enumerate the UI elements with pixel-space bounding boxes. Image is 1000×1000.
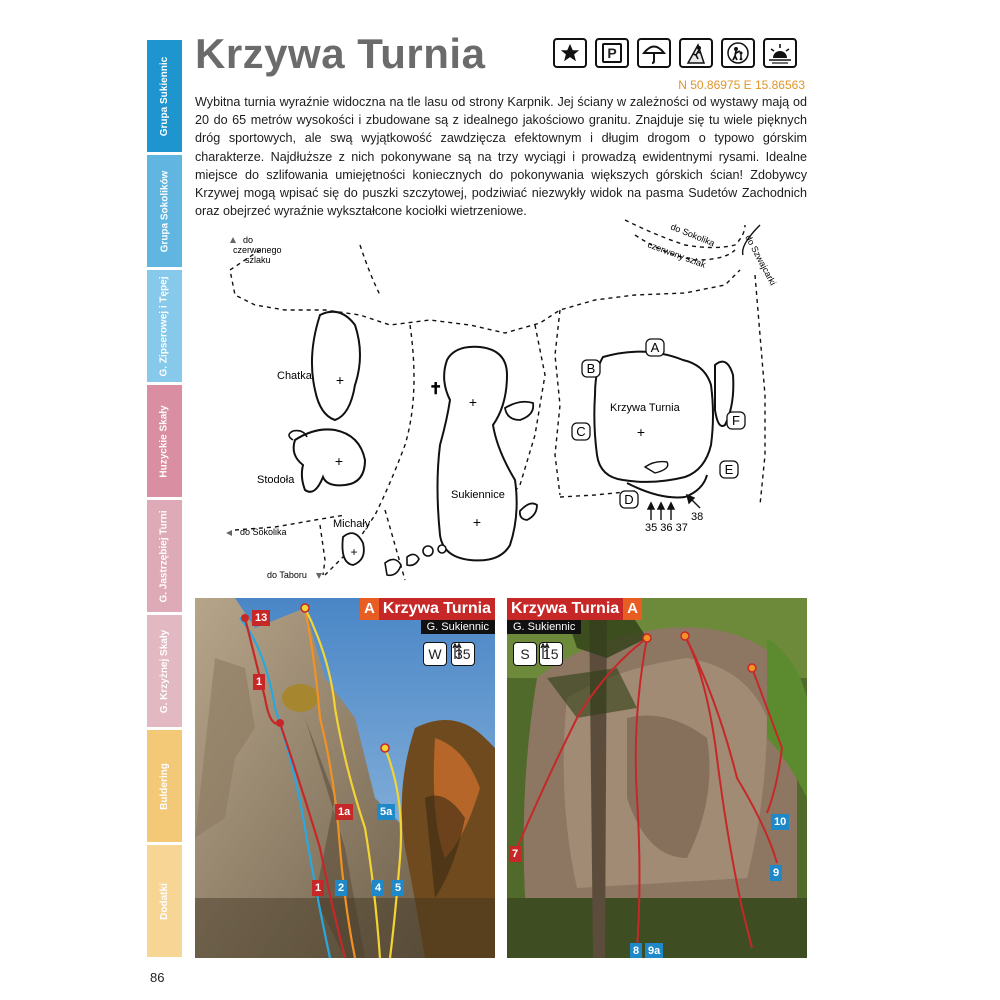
side-tab-buldering[interactable] — [147, 730, 182, 842]
route-tag: 1 — [312, 880, 324, 896]
label-do-sokolika-left: do Sokolika — [240, 527, 287, 537]
route-tag: 10 — [771, 814, 789, 830]
photo-right-title — [507, 598, 642, 620]
route-tag: 9a — [645, 943, 663, 958]
side-tab-label: Grupa Sukiennic — [159, 56, 170, 136]
svg-text:E: E — [724, 462, 734, 477]
svg-text:C: C — [576, 424, 586, 439]
svg-text:D: D — [624, 492, 634, 507]
area-map — [215, 215, 795, 595]
crag-name: Krzywa Turnia — [379, 598, 495, 620]
page-title: Krzywa Turnia — [195, 30, 486, 77]
label-michaly: Michały — [333, 518, 371, 530]
parking-letter: P — [602, 43, 622, 63]
family-icon — [721, 38, 755, 68]
crag-name: Krzywa Turnia — [507, 598, 623, 620]
sector-letter: A — [623, 598, 642, 620]
route-tag: 1 — [253, 674, 265, 690]
rock-sukiennice — [438, 347, 517, 561]
side-tab-huzyckie[interactable] — [147, 385, 182, 497]
wall-height-badge — [539, 642, 563, 666]
route-38: 38 — [691, 511, 704, 523]
group-name: G. Sukiennic — [507, 620, 581, 634]
route-tag: 13 — [252, 610, 270, 626]
sunrise-icon — [763, 38, 797, 68]
side-tab-label: Grupa Sokolików — [159, 170, 170, 252]
route-tag: 7 — [509, 846, 521, 862]
label-do-taboru: do Taboru — [267, 570, 307, 580]
parking-icon — [595, 38, 629, 68]
rock-michaly — [342, 533, 363, 565]
side-tab-label: G. Krzyżnej Skały — [159, 629, 170, 713]
wall-height: 35 — [455, 646, 471, 662]
route-tag: 1a — [335, 804, 353, 820]
cross-symbol: ✝ — [429, 381, 443, 398]
label-chatka: Chatka — [277, 370, 312, 382]
svg-text:+: + — [335, 372, 345, 388]
side-tab-zipserowej[interactable] — [147, 270, 182, 382]
rock-krzywa-turnia — [594, 352, 733, 498]
svg-text:+: + — [472, 514, 482, 530]
photo-left-title — [360, 598, 495, 620]
side-tab-jastrzebiej[interactable] — [147, 500, 182, 612]
side-tab-label: Huzyckie Skały — [159, 404, 171, 478]
side-tab-label: Dodatki — [159, 882, 171, 920]
rock-stodola — [289, 429, 365, 491]
svg-text:+: + — [350, 545, 358, 559]
umbrella-icon — [637, 38, 671, 68]
route-tag: 2 — [335, 880, 347, 896]
wall-direction-badge: S — [513, 642, 537, 666]
svg-text:B: B — [586, 361, 596, 376]
star-icon — [553, 38, 587, 68]
photo-left — [195, 598, 495, 958]
page-number: 86 — [150, 970, 165, 985]
svg-text:+: + — [636, 424, 646, 440]
wall-height-badge — [451, 642, 475, 666]
label-do-szwajcarki: do Szwajcarki — [743, 233, 779, 287]
side-tab-grupa-sokolikow[interactable] — [147, 155, 182, 267]
side-tab-grupa-sukiennic[interactable] — [147, 40, 182, 152]
svg-text:+: + — [334, 453, 344, 469]
label-krzywa-turnia: Krzywa Turnia — [610, 402, 680, 414]
side-tab-label: G. Zipserowej i Tępej — [159, 275, 170, 377]
label-do-sokolika-top: do Sokolika — [669, 221, 717, 249]
route-tag: 9 — [770, 865, 782, 881]
routes-35-36-37: 35 36 37 — [645, 522, 688, 534]
wall-direction-badge: W — [423, 642, 447, 666]
description-text: Wybitna turnia wyraźnie widoczna na tle lasu od strony Karpnik. Jej ściany w zależności od wystawy mają od 20 do 65 metrów wysokości i zbudowane są z idealnego jakościowo granitu. Znajduje się tu wiele pięknych dróg sportowych, ale swą wyjątkowość zawdzięcza efektownym i długim drogom o typowo górskim charakterze. Najdłuższe z nich pokonywane są na trzy wyciągi i prowadzą ewidentnymi rysami. Idealne miejsce do szlifowania umiejętności koniecznych do pokonywania większych górskich ścian! Zdobywcy Krzywej mogą wpisać się do puszki szczytowej, podziwiać niezwykły widok na pasma Sudetów Zachodnich oraz obejrzeć wyraźnie wykształcone kociołki wietrzeniowe. — [195, 95, 807, 219]
rock-chatka — [312, 312, 360, 420]
svg-text:A: A — [650, 340, 660, 355]
side-tab-dodatki[interactable] — [147, 845, 182, 957]
label-czerwony-szlak: czerwony szlak — [646, 239, 708, 270]
height-arrow-icon — [540, 643, 550, 659]
side-tab-label: G. Jastrzębiej Turni — [159, 509, 170, 603]
height-arrow-icon — [452, 643, 462, 659]
side-tab-krzyznej[interactable] — [147, 615, 182, 727]
svg-text:+: + — [468, 394, 478, 410]
side-tab-label: Buldering — [159, 762, 171, 810]
gps-coordinates: N 50.86975 E 15.86563 — [678, 78, 805, 92]
route-tag: 5 — [392, 880, 404, 896]
wall-height: 15 — [543, 646, 559, 662]
route-tag: 5a — [377, 804, 395, 820]
svg-text:F: F — [732, 413, 740, 428]
label-stodola: Stodoła — [257, 474, 295, 486]
route-tag: 8 — [630, 943, 642, 958]
route-tag: 4 — [372, 880, 384, 896]
label-sukiennice: Sukiennice — [451, 489, 505, 501]
feature-icons — [553, 38, 797, 68]
group-name: G. Sukiennic — [421, 620, 495, 634]
climber-icon — [679, 38, 713, 68]
photo-right — [507, 598, 807, 958]
sector-letter: A — [360, 598, 379, 620]
label-red-trail: do czerwonego szlaku — [233, 235, 282, 265]
